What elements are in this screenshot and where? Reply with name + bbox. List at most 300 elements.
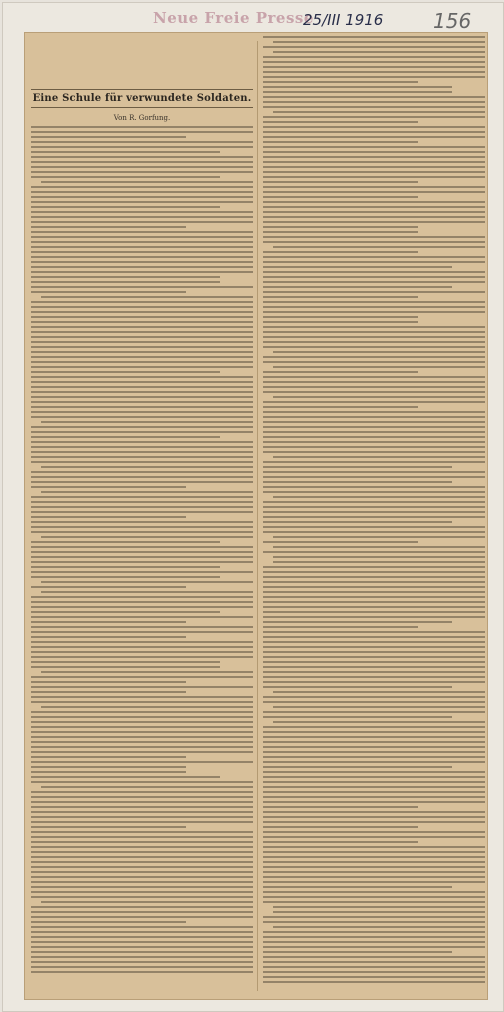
- text-line: [263, 436, 485, 438]
- text-line: [31, 161, 253, 163]
- text-line: [31, 486, 186, 488]
- text-line: [41, 296, 253, 298]
- text-line: [263, 851, 485, 853]
- text-line: [31, 221, 253, 223]
- text-line: [31, 361, 253, 363]
- text-line: [263, 506, 485, 508]
- text-line: [31, 881, 253, 883]
- text-line: [31, 241, 253, 243]
- text-line: [31, 681, 186, 683]
- text-line: [31, 616, 253, 618]
- text-line: [263, 476, 485, 478]
- text-line: [263, 666, 485, 668]
- text-line: [31, 816, 253, 818]
- text-line: [263, 671, 485, 673]
- text-line: [31, 716, 253, 718]
- text-line: [31, 606, 253, 608]
- text-line: [263, 716, 452, 718]
- text-line: [263, 761, 485, 763]
- text-line: [31, 156, 253, 158]
- text-line: [273, 246, 485, 248]
- text-line: [263, 856, 485, 858]
- text-line: [263, 576, 485, 578]
- text-line: [263, 606, 485, 608]
- text-line: [31, 896, 253, 898]
- text-line: [31, 726, 253, 728]
- text-line: [31, 596, 253, 598]
- text-line: [263, 801, 485, 803]
- text-line: [263, 316, 418, 318]
- text-line: [31, 291, 186, 293]
- text-line: [31, 556, 253, 558]
- text-line: [31, 226, 186, 228]
- text-line: [263, 781, 485, 783]
- text-line: [31, 271, 253, 273]
- text-line: [31, 641, 253, 643]
- text-line: [31, 791, 253, 793]
- text-line: [31, 626, 253, 628]
- text-line: [31, 676, 253, 678]
- text-line: [263, 136, 485, 138]
- text-line: [263, 661, 485, 663]
- text-line: [263, 771, 485, 773]
- text-line: [263, 806, 418, 808]
- text-line: [263, 811, 485, 813]
- text-line: [31, 751, 253, 753]
- text-line: [31, 506, 253, 508]
- text-line: [41, 581, 253, 583]
- text-line: [31, 166, 253, 168]
- text-line: [263, 56, 485, 58]
- text-line: [31, 451, 253, 453]
- text-line: [263, 421, 485, 423]
- text-line: [31, 836, 253, 838]
- newspaper-sheet: [2, 2, 504, 1012]
- text-line: [31, 461, 253, 463]
- text-line: [31, 886, 253, 888]
- text-line: [263, 356, 485, 358]
- text-line: [263, 166, 485, 168]
- text-line: [263, 391, 485, 393]
- text-line: [263, 901, 485, 903]
- text-line: [263, 946, 485, 948]
- text-line: [263, 896, 485, 898]
- text-line: [263, 376, 485, 378]
- text-line: [31, 261, 253, 263]
- text-line: [31, 861, 253, 863]
- text-line: [31, 801, 253, 803]
- text-line: [263, 371, 418, 373]
- text-line: [263, 216, 485, 218]
- text-line: [31, 186, 253, 188]
- text-line: [263, 446, 485, 448]
- text-line: [273, 911, 485, 913]
- text-line: [31, 346, 253, 348]
- text-line: [263, 876, 485, 878]
- text-line: [263, 416, 485, 418]
- text-line: [263, 451, 485, 453]
- text-line: [263, 521, 452, 523]
- text-line: [31, 701, 253, 703]
- text-line: [263, 526, 485, 528]
- text-line: [263, 191, 485, 193]
- text-line: [41, 181, 253, 183]
- text-line: [263, 711, 485, 713]
- text-line: [263, 426, 485, 428]
- text-line: [31, 481, 253, 483]
- text-line: [263, 976, 485, 978]
- text-line: [263, 941, 485, 943]
- text-line: [31, 856, 253, 858]
- text-line: [31, 191, 253, 193]
- text-line: [273, 111, 485, 113]
- text-line: [263, 146, 485, 148]
- text-line: [31, 511, 253, 513]
- text-line: [263, 301, 485, 303]
- text-line: [263, 46, 485, 48]
- text-line: [31, 126, 253, 128]
- text-line: [263, 61, 485, 63]
- text-line: [263, 306, 485, 308]
- column-right: [263, 33, 485, 986]
- text-line: [263, 101, 485, 103]
- text-line: [263, 321, 418, 323]
- text-line: [263, 871, 485, 873]
- text-lines-right: [263, 36, 485, 983]
- text-line: [41, 706, 253, 708]
- text-line: [31, 921, 186, 923]
- text-line: [31, 756, 186, 758]
- text-line: [31, 851, 253, 853]
- text-line: [31, 341, 253, 343]
- text-line: [31, 696, 253, 698]
- text-line: [31, 266, 253, 268]
- text-line: [263, 106, 485, 108]
- text-line: [31, 416, 253, 418]
- text-line: [31, 316, 253, 318]
- text-line: [31, 436, 220, 438]
- text-line: [31, 426, 253, 428]
- text-line: [263, 201, 485, 203]
- text-line: [31, 956, 253, 958]
- text-line: [273, 556, 485, 558]
- text-line: [31, 586, 186, 588]
- text-line: [263, 586, 485, 588]
- text-line: [263, 151, 485, 153]
- text-line: [263, 341, 485, 343]
- text-line: [31, 916, 253, 918]
- text-line: [31, 516, 186, 518]
- handwritten-date: 25/III 1916: [303, 11, 384, 29]
- text-line: [41, 671, 253, 673]
- text-line: [273, 706, 485, 708]
- text-line: [263, 776, 485, 778]
- text-line: [263, 601, 485, 603]
- text-line: [31, 531, 253, 533]
- text-line: [263, 116, 485, 118]
- text-line: [31, 256, 253, 258]
- text-line: [31, 431, 253, 433]
- text-line: [31, 146, 253, 148]
- text-line: [263, 501, 485, 503]
- text-line: [263, 656, 485, 658]
- text-line: [263, 91, 452, 93]
- text-line: [31, 306, 253, 308]
- text-line: [31, 496, 253, 498]
- text-line: [31, 776, 220, 778]
- text-line: [31, 456, 253, 458]
- text-line: [31, 831, 253, 833]
- text-line: [31, 846, 253, 848]
- text-line: [263, 486, 485, 488]
- text-line: [263, 611, 485, 613]
- text-line: [31, 356, 253, 358]
- article-byline: Von R. Gorfung.: [113, 114, 171, 122]
- text-line: [31, 576, 220, 578]
- text-line: [31, 406, 253, 408]
- text-line: [263, 701, 485, 703]
- text-line: [31, 926, 253, 928]
- text-line: [263, 931, 485, 933]
- text-line: [31, 286, 253, 288]
- text-line: [31, 201, 253, 203]
- text-line: [273, 366, 485, 368]
- text-line: [263, 786, 485, 788]
- text-line: [263, 231, 418, 233]
- text-line: [31, 526, 253, 528]
- text-line: [31, 566, 220, 568]
- text-line: [263, 281, 485, 283]
- text-line: [273, 351, 485, 353]
- text-line: [31, 381, 253, 383]
- text-line: [263, 181, 418, 183]
- text-line: [31, 911, 253, 913]
- text-line: [263, 256, 485, 258]
- text-line: [263, 511, 485, 513]
- text-line: [263, 631, 485, 633]
- text-line: [31, 366, 253, 368]
- text-line: [263, 916, 485, 918]
- text-line: [263, 121, 418, 123]
- text-line: [41, 466, 253, 468]
- text-line: [31, 811, 253, 813]
- text-line: [263, 831, 485, 833]
- text-line: [263, 861, 485, 863]
- text-line: [263, 681, 485, 683]
- text-line: [31, 236, 253, 238]
- text-line: [31, 951, 253, 953]
- text-line: [31, 386, 253, 388]
- text-line: [263, 406, 418, 408]
- text-line: [263, 126, 485, 128]
- masthead: Neue Freie Presse: [153, 9, 314, 27]
- text-line: [263, 226, 418, 228]
- text-line: [31, 826, 186, 828]
- newspaper-clipping: [25, 33, 487, 999]
- text-line: [263, 751, 485, 753]
- text-line: [263, 286, 452, 288]
- text-line: [263, 236, 485, 238]
- text-line: [263, 676, 485, 678]
- text-line: [31, 736, 253, 738]
- text-line: [31, 636, 186, 638]
- text-line: [31, 391, 253, 393]
- text-line: [263, 206, 485, 208]
- text-line: [263, 71, 485, 73]
- text-line: [31, 336, 253, 338]
- text-line: [263, 756, 485, 758]
- text-line: [263, 401, 485, 403]
- text-line: [31, 761, 253, 763]
- text-line: [31, 721, 253, 723]
- text-line: [263, 891, 485, 893]
- text-line: [263, 336, 485, 338]
- text-line: [263, 241, 485, 243]
- text-line: [263, 826, 418, 828]
- text-line: [31, 646, 253, 648]
- text-line: [263, 596, 485, 598]
- text-line: [263, 961, 485, 963]
- text-line: [31, 601, 253, 603]
- text-line: [273, 721, 485, 723]
- text-line: [263, 471, 485, 473]
- text-line: [31, 411, 253, 413]
- text-line: [263, 886, 452, 888]
- text-line: [263, 221, 485, 223]
- text-line: [31, 546, 253, 548]
- text-line: [31, 216, 253, 218]
- text-line: [263, 581, 485, 583]
- text-line: [31, 691, 186, 693]
- text-line: [31, 151, 220, 153]
- text-line: [31, 966, 253, 968]
- text-line: [31, 796, 253, 798]
- text-line: [263, 956, 485, 958]
- text-line: [273, 906, 485, 908]
- text-lines-left: [31, 126, 253, 973]
- text-line: [31, 651, 253, 653]
- text-line: [41, 536, 253, 538]
- text-line: [31, 876, 253, 878]
- text-line: [263, 441, 485, 443]
- text-line: [263, 981, 485, 983]
- text-line: [263, 361, 485, 363]
- text-line: [31, 541, 220, 543]
- text-line: [263, 836, 485, 838]
- text-line: [31, 401, 253, 403]
- text-line: [31, 231, 253, 233]
- text-line: [263, 261, 485, 263]
- text-line: [263, 791, 485, 793]
- text-line: [263, 196, 418, 198]
- text-line: [31, 806, 253, 808]
- text-line: [41, 591, 253, 593]
- text-line: [31, 471, 253, 473]
- text-line: [31, 946, 253, 948]
- text-line: [273, 456, 485, 458]
- text-line: [263, 686, 452, 688]
- text-line: [273, 51, 485, 53]
- text-line: [263, 346, 485, 348]
- text-line: [263, 531, 485, 533]
- text-line: [263, 386, 485, 388]
- text-line: [273, 926, 485, 928]
- text-line: [263, 461, 485, 463]
- text-line: [263, 566, 485, 568]
- text-line: [263, 726, 485, 728]
- text-line: [31, 321, 253, 323]
- text-line: [31, 561, 253, 563]
- text-line: [31, 686, 253, 688]
- text-line: [273, 396, 485, 398]
- text-line: [263, 541, 418, 543]
- text-line: [31, 891, 253, 893]
- text-line: [31, 866, 253, 868]
- text-line: [31, 206, 220, 208]
- text-line: [31, 936, 253, 938]
- text-line: [41, 421, 253, 423]
- text-line: [31, 211, 253, 213]
- text-line: [31, 136, 186, 138]
- text-line: [31, 871, 253, 873]
- text-line: [263, 841, 418, 843]
- text-line: [31, 571, 253, 573]
- text-line: [263, 291, 485, 293]
- text-line: [31, 501, 253, 503]
- text-line: [263, 736, 485, 738]
- handwritten-folio-number: 156: [433, 9, 472, 33]
- text-line: [263, 276, 485, 278]
- text-line: [273, 561, 485, 563]
- text-line: [31, 746, 253, 748]
- text-line: [263, 326, 485, 328]
- text-line: [263, 846, 485, 848]
- text-line: [31, 841, 253, 843]
- text-line: [263, 211, 485, 213]
- text-line: [31, 771, 186, 773]
- text-line: [263, 741, 485, 743]
- text-line: [263, 266, 452, 268]
- text-line: [273, 546, 485, 548]
- text-line: [263, 131, 485, 133]
- text-line: [263, 636, 485, 638]
- text-line: [263, 186, 485, 188]
- text-line: [31, 311, 253, 313]
- text-line: [263, 431, 485, 433]
- text-line: [31, 906, 253, 908]
- text-line: [31, 941, 253, 943]
- text-line: [263, 381, 485, 383]
- text-line: [273, 41, 485, 43]
- text-line: [263, 936, 485, 938]
- text-line: [31, 741, 253, 743]
- text-line: [31, 396, 253, 398]
- text-line: [31, 731, 253, 733]
- text-line: [263, 36, 485, 38]
- text-line: [263, 921, 485, 923]
- text-line: [263, 176, 485, 178]
- text-line: [31, 621, 186, 623]
- text-line: [41, 901, 253, 903]
- text-line: [31, 276, 220, 278]
- text-line: [263, 626, 418, 628]
- text-line: [263, 591, 485, 593]
- text-line: [263, 76, 485, 78]
- text-line: [31, 971, 253, 973]
- text-line: [263, 161, 485, 163]
- text-line: [263, 171, 485, 173]
- text-line: [263, 141, 418, 143]
